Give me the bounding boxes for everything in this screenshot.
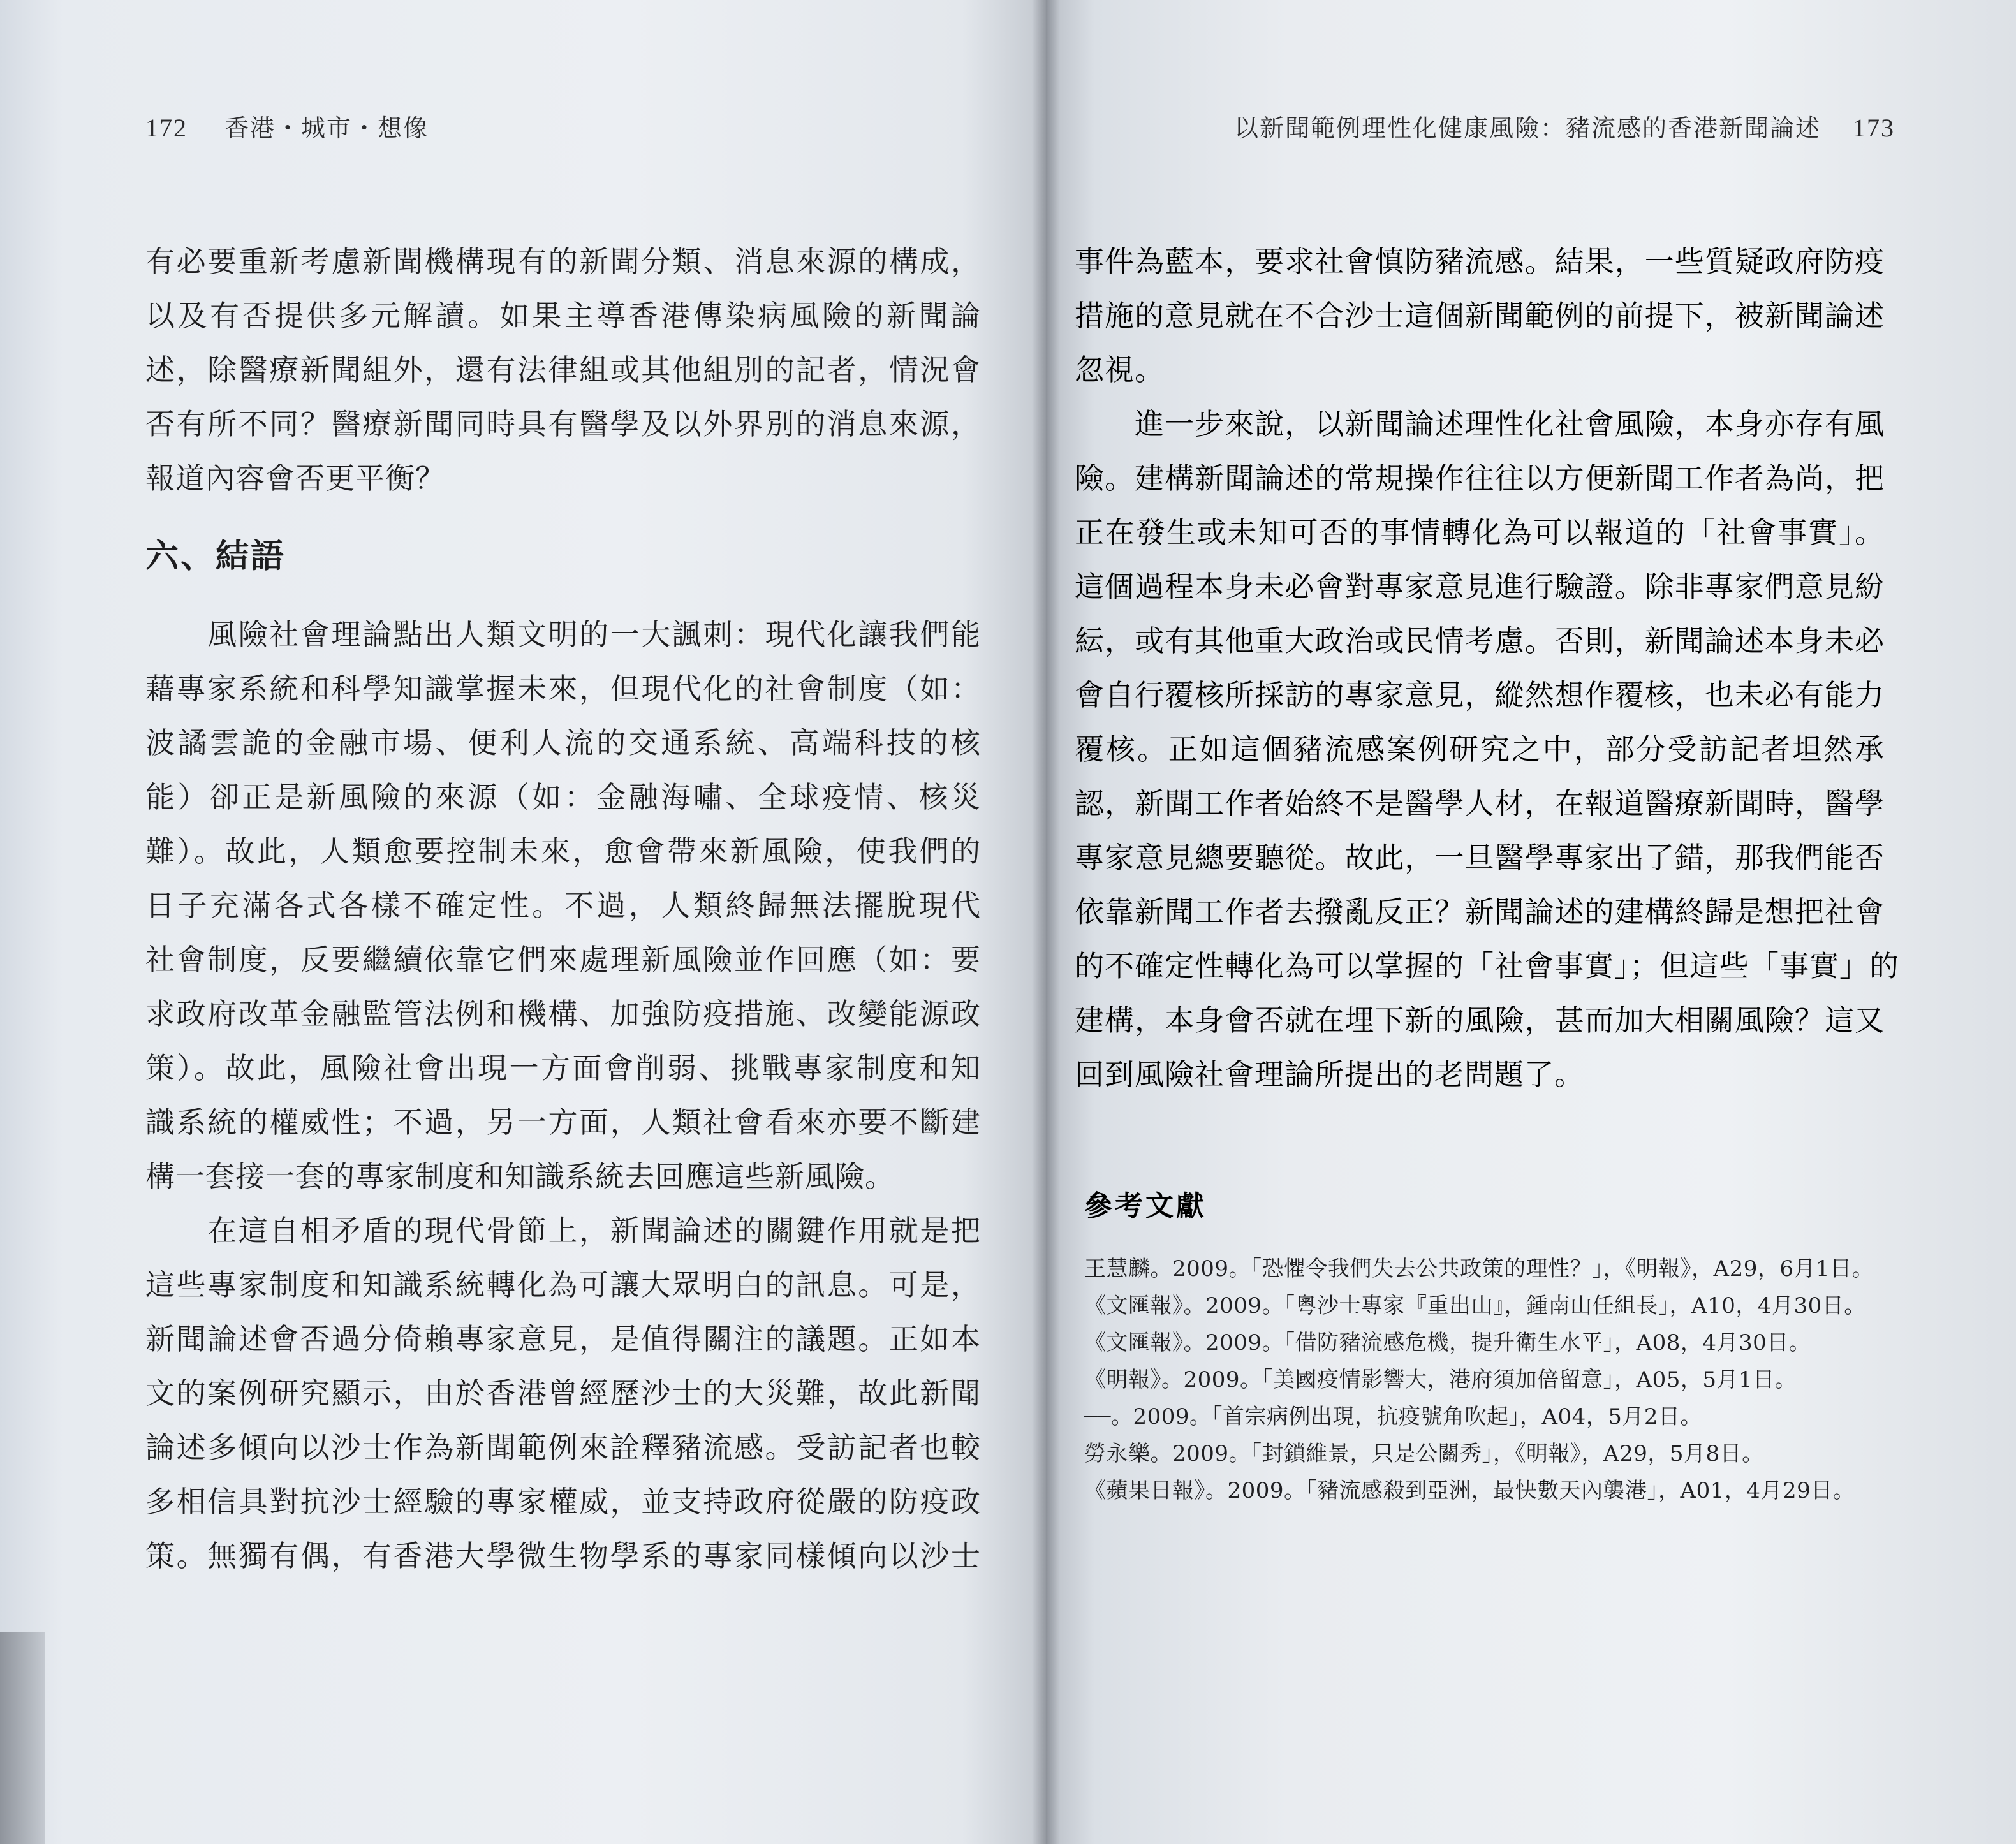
text-line: 會自行覆核所採訪的專家意見，縱然想作覆核，也未必有能力 bbox=[1075, 678, 1885, 712]
text-line: 藉專家系統和科學知識掌握未來，但現代化的社會制度（如： bbox=[145, 671, 981, 706]
text-line: 紜，或有其他重大政治或民情考慮。否則，新聞論述本身未必 bbox=[1075, 624, 1885, 658]
text-line: 多相信具對抗沙士經驗的專家權威，並支持政府從嚴的防疫政 bbox=[145, 1484, 981, 1519]
text-line: 措施的意見就在不合沙士這個新聞範例的前提下，被新聞論述 bbox=[1075, 298, 1885, 333]
reference-item: 《文匯報》。2009。「粵沙士專家『重出山』，鍾南山任組長」，A10，4月30日。 bbox=[1084, 1293, 1866, 1319]
text-line: 識系統的權威性；不過，另一方面，人類社會看來亦要不斷建 bbox=[145, 1105, 981, 1139]
right-body-text bbox=[1075, 235, 1899, 1102]
text-line: 忽視。 bbox=[1075, 353, 1165, 387]
reference-item: 王慧麟。2009。「恐懼令我們失去公共政策的理性？」，《明報》，A29，6月1日。 bbox=[1084, 1256, 1874, 1282]
text-line: 有必要重新考慮新聞機構現有的新聞分類、消息來源的構成， bbox=[145, 244, 981, 279]
references-list bbox=[1084, 1253, 1894, 1512]
page-edge-shadow bbox=[0, 1632, 45, 1844]
text-line: 文的案例研究顯示，由於香港曾經歷沙士的大災難，故此新聞 bbox=[145, 1376, 981, 1410]
text-line: 的不確定性轉化為可以掌握的「社會事實」；但這些「事實」的 bbox=[1075, 949, 1899, 983]
left-body-text bbox=[145, 235, 981, 1583]
text-line: 社會制度，反要繼續依靠它們來處理新風險並作回應（如：要 bbox=[145, 942, 981, 977]
text-line: 能）卻正是新風險的來源（如：金融海嘯、全球疫情、核災 bbox=[145, 780, 981, 814]
text-line: 構一套接一套的專家制度和知識系統去回應這些新風險。 bbox=[145, 1159, 895, 1194]
right-running-head-title: 以新聞範例理性化健康風險：豬流感的香港新聞論述 bbox=[1233, 114, 1821, 142]
text-line: 否有所不同？醫療新聞同時具有醫學及以外界別的消息來源， bbox=[145, 407, 981, 441]
text-line: 這些專家制度和知識系統轉化為可讓大眾明白的訊息。可是， bbox=[145, 1268, 981, 1302]
text-line: 新聞論述會否過分倚賴專家意見，是值得關注的議題。正如本 bbox=[145, 1322, 981, 1356]
text-line: 回到風險社會理論所提出的老問題了。 bbox=[1075, 1057, 1584, 1092]
text-line: 報道內容會否更平衡？ bbox=[145, 461, 445, 495]
text-line: 進一步來說，以新聞論述理性化社會風險，本身亦存有風 bbox=[1075, 407, 1885, 441]
left-running-head bbox=[145, 108, 429, 143]
left-page-number: 172 bbox=[145, 113, 188, 142]
reference-item: 《明報》。2009。「美國疫情影響大，港府須加倍留意」，A05，5月1日。 bbox=[1084, 1367, 1797, 1393]
reference-item: 勞永樂。2009。「封鎖維景，只是公關秀」，《明報》，A29，5月8日。 bbox=[1084, 1441, 1764, 1467]
text-line: 專家意見總要聽從。故此，一旦醫學專家出了錯，那我們能否 bbox=[1075, 840, 1885, 875]
text-line: 風險社會理論點出人類文明的一大諷刺：現代化讓我們能 bbox=[145, 617, 981, 652]
text-line: 難）。故此，人類愈要控制未來，愈會帶來新風險，使我們的 bbox=[145, 834, 981, 868]
text-line: 策）。故此，風險社會出現一方面會削弱、挑戰專家制度和知 bbox=[145, 1051, 981, 1085]
section-heading: 六、結語 bbox=[145, 538, 286, 576]
text-line: 覆核。正如這個豬流感案例研究之中，部分受訪記者坦然承 bbox=[1075, 732, 1885, 766]
right-page-number: 173 bbox=[1853, 113, 1895, 142]
text-line: 求政府改革金融監管法例和機構、加強防疫措施、改變能源政 bbox=[145, 997, 981, 1031]
text-line: 事件為藍本，要求社會慎防豬流感。結果，一些質疑政府防疫 bbox=[1075, 244, 1885, 279]
text-line: 波譎雲詭的金融市場、便利人流的交通系統、高端科技的核 bbox=[145, 726, 981, 760]
text-line: 論述多傾向以沙士作為新聞範例來詮釋豬流感。受訪記者也較 bbox=[145, 1430, 981, 1465]
text-line: 認，新聞工作者始終不是醫學人材，在報道醫療新聞時，醫學 bbox=[1075, 786, 1885, 821]
text-line: 日子充滿各式各樣不確定性。不過，人類終歸無法擺脫現代 bbox=[145, 888, 981, 923]
references-heading: 參考文獻 bbox=[1084, 1190, 1207, 1222]
text-line: 策。無獨有偶，有香港大學微生物學系的專家同樣傾向以沙士 bbox=[145, 1539, 981, 1573]
text-line: 建構，本身會否就在埋下新的風險，甚而加大相關風險？這又 bbox=[1075, 1003, 1885, 1037]
reference-item: ──。2009。「首宗病例出現，抗疫號角吹起」，A04，5月2日。 bbox=[1084, 1404, 1703, 1430]
reference-item: 《蘋果日報》。2009。「豬流感殺到亞洲，最快數天內襲港」，A01，4月29日。 bbox=[1084, 1478, 1855, 1504]
text-line: 正在發生或未知可否的事情轉化為可以報道的「社會事實」。 bbox=[1075, 515, 1885, 550]
book-gutter bbox=[1032, 0, 1060, 1844]
reference-item: 《文匯報》。2009。「借防豬流感危機，提升衛生水平」，A08，4月30日。 bbox=[1084, 1330, 1811, 1356]
left-running-head-title: 香港・城市・想像 bbox=[224, 114, 429, 142]
text-line: 依靠新聞工作者去撥亂反正？新聞論述的建構終歸是想把社會 bbox=[1075, 895, 1885, 929]
text-line: 險。建構新聞論述的常規操作往往以方便新聞工作者為尚，把 bbox=[1075, 461, 1885, 495]
text-line: 以及有否提供多元解讀。如果主導香港傳染病風險的新聞論 bbox=[145, 298, 981, 333]
text-line: 述，除醫療新聞組外，還有法律組或其他組別的記者，情況會 bbox=[145, 353, 981, 387]
text-line: 在這自相矛盾的現代骨節上，新聞論述的關鍵作用就是把 bbox=[145, 1213, 981, 1248]
text-line: 這個過程本身未必會對專家意見進行驗證。除非專家們意見紛 bbox=[1075, 569, 1885, 604]
right-running-head bbox=[1234, 108, 1895, 143]
